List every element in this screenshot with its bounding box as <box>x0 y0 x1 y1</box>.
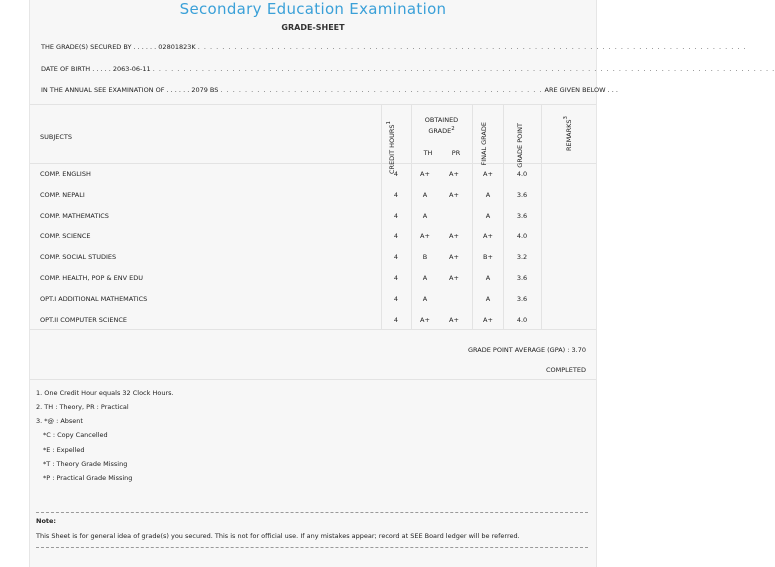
note-divider <box>36 512 588 513</box>
grade-point: 4.0 <box>516 170 528 178</box>
practical-grade: A+ <box>449 315 459 324</box>
practical-grade: A+ <box>449 190 459 199</box>
final-grade: A+ <box>483 170 493 178</box>
subject-name: COMP. SOCIAL STUDIES <box>40 253 117 262</box>
gpa-summary: GRADE POINT AVERAGE (GPA) : 3.70 <box>468 346 586 354</box>
dob-dots: . . . . . . . . . . . . . . . . . . . . . . . . . . . . . . . . . . . . . . . . . . . . . . . . . . . . . . . . . . . . . . . . . . . . . . . . . . . . . . . . . . . . . . . . . . . . . . . . . . . . . . <box>152 65 775 73</box>
practical-grade: A+ <box>449 170 459 178</box>
grade-point: 3.6 <box>516 190 528 199</box>
final-grade-header: FINAL GRADE <box>480 122 488 166</box>
practical-grade: A+ <box>449 274 459 282</box>
theory-grade: A+ <box>420 315 430 324</box>
summary-divider <box>30 379 596 380</box>
note-text: This Sheet is for general idea of grade(s) you secured. This is not for official use. If any mistakes appear; record at SEE Board ledger will be referred. <box>36 532 520 540</box>
grade-point: 3.6 <box>516 274 528 282</box>
secured-by-label: THE GRADE(S) SECURED BY . . . . . . 02801823K <box>41 43 196 51</box>
final-grade: A <box>485 190 491 199</box>
remarks-header: REMARKS$^3$ <box>563 116 574 152</box>
note-label: Note: <box>36 517 57 525</box>
credit-hours-value: 4 <box>393 211 399 220</box>
exam-label: IN THE ANNUAL SEE EXAMINATION OF . . . . . . 2079 BS <box>41 86 219 94</box>
final-grade: A+ <box>483 232 493 241</box>
credit-hours-value: 4 <box>393 190 399 199</box>
theory-grade: A <box>422 190 428 199</box>
subject-name: COMP. HEALTH, POP & ENV EDU <box>40 274 143 282</box>
secured-by-dots: . . . . . . . . . . . . . . . . . . . . . . . . . . . . . . . . . . . . . . . . . . . . . . . . . . . . . . . . . . . . . . . . . . . . . . . . . . . . . . . . . . . . . . . . . . <box>197 43 747 51</box>
header-bottom-border <box>30 163 596 164</box>
grade-point: 3.6 <box>516 211 528 220</box>
grade-sheet-heading: GRADE-SHEET <box>281 23 345 32</box>
note-bottom-divider <box>36 547 588 548</box>
subject-name: COMP. SCIENCE <box>40 232 91 241</box>
obtained-header-line2: GRADE$^2$ <box>428 126 455 136</box>
grade-point: 4.0 <box>516 232 528 241</box>
subject-name: COMP. MATHEMATICS <box>40 211 109 220</box>
grade-point: 4.0 <box>516 315 528 324</box>
footnote-3: 3. *@ : Absent <box>36 417 83 425</box>
subject-name: COMP. NEPALI <box>40 190 85 199</box>
page-title: Secondary Education Examination <box>179 0 447 18</box>
credit-hours-value: 4 <box>393 274 399 282</box>
subject-name: OPT.II COMPUTER SCIENCE <box>40 315 127 324</box>
theory-grade: A <box>422 294 428 303</box>
exam-tail: ARE GIVEN BELOW . . . <box>544 86 618 94</box>
secured-by-line <box>41 43 747 51</box>
grade-point: 3.2 <box>516 253 528 262</box>
grade-point-header: GRADE POINT <box>516 123 524 168</box>
exam-dots: . . . . . . . . . . . . . . . . . . . . . . . . . . . . . . . . . . . . . . . . . . . . . . . . . . . . . <box>220 86 543 94</box>
subject-name: COMP. ENGLISH <box>40 170 91 178</box>
subject-name: OPT.I ADDITIONAL MATHEMATICS <box>40 294 148 303</box>
th-header: TH <box>423 149 433 157</box>
col-divider-5 <box>541 104 542 329</box>
dob-line <box>41 65 775 73</box>
final-grade: B+ <box>483 253 493 262</box>
final-grade: A <box>485 274 491 282</box>
table-top-border <box>30 104 596 105</box>
practical-grade: A+ <box>449 253 459 262</box>
practical-grade: A+ <box>449 232 459 241</box>
pr-header: PR <box>451 149 461 157</box>
result-status: COMPLETED <box>546 366 586 374</box>
col-divider-2 <box>411 104 412 329</box>
credit-hours-header: CREDIT HOURS$^1$ <box>386 121 397 174</box>
table-bottom-border <box>30 329 596 330</box>
footnote-practical-missing: *P : Practical Grade Missing <box>43 474 133 482</box>
final-grade: A+ <box>483 315 493 324</box>
credit-hours-value: 4 <box>393 315 399 324</box>
subjects-header: SUBJECTS <box>40 133 73 141</box>
dob-label: DATE OF BIRTH . . . . . 2063-06-11 <box>41 65 151 73</box>
credit-hours-value: 4 <box>393 253 399 262</box>
footnote-2: 2. TH : Theory, PR : Practical <box>36 403 129 411</box>
exam-line <box>41 86 618 94</box>
footnote-theory-missing: *T : Theory Grade Missing <box>43 460 128 468</box>
theory-grade: A+ <box>420 170 430 178</box>
grade-point: 3.6 <box>516 294 528 303</box>
col-divider-4 <box>503 104 504 329</box>
final-grade: A <box>485 294 491 303</box>
theory-grade: A <box>422 274 428 282</box>
credit-hours-value: 4 <box>393 232 399 241</box>
footnote-copy-cancelled: *C : Copy Cancelled <box>43 431 108 439</box>
theory-grade: A+ <box>420 232 430 241</box>
obtained-header-line1: OBTAINED <box>424 116 459 124</box>
final-grade: A <box>485 211 491 220</box>
theory-grade: B <box>422 253 428 262</box>
credit-hours-value: 4 <box>393 170 399 178</box>
theory-grade: A <box>422 211 428 220</box>
footnote-expelled: *E : Expelled <box>43 446 85 454</box>
footnote-1: 1. One Credit Hour equals 32 Clock Hours. <box>36 389 174 397</box>
grade-sheet <box>29 0 775 567</box>
credit-hours-value: 4 <box>393 294 399 303</box>
